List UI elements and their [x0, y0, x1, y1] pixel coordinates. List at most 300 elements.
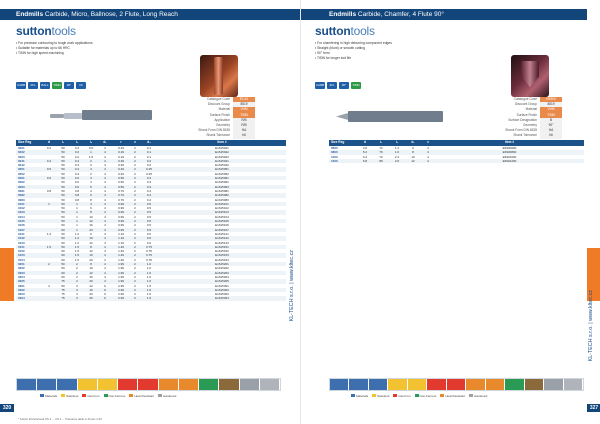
right-table-cell: 4 [427, 154, 429, 159]
left-table-cell: 0.6 [74, 184, 80, 189]
left-table-cell: 0.99 [118, 219, 124, 224]
right-table-cell: 6 [412, 146, 414, 150]
left-material-grid [16, 378, 281, 391]
left-material-swatch [17, 379, 37, 390]
left-table-cell: 50 [61, 188, 65, 193]
left-table-cell: 0082 [18, 193, 25, 198]
left-table-cell: 0.8 [74, 193, 80, 198]
left-table-cell: 0.39 [118, 158, 124, 163]
left-table-cell: 0.5 [146, 210, 152, 215]
left-table-cell: 2 [134, 279, 136, 284]
left-table-cell: 2 [134, 180, 136, 185]
left-legend-label: Materials [45, 394, 58, 398]
left-col-header: z [134, 140, 136, 144]
left-table-cell: 4 [104, 253, 106, 258]
right-table-row [329, 159, 584, 163]
left-table-cell: 4 [90, 167, 92, 172]
left-table-cell: 1.5 [88, 154, 94, 159]
left-table-cell: 0.19 [118, 150, 124, 155]
left-table-cell: E1615051 [215, 167, 229, 172]
left-spec-row [172, 133, 255, 138]
right-spec-value: B [540, 118, 562, 123]
left-table-cell: 2 [134, 249, 136, 254]
left-table-cell: 4 [104, 214, 106, 219]
left-table-cell: 4 [104, 197, 106, 202]
left-table-cell: 0.25 [146, 171, 152, 176]
left-table-cell: 0.99 [118, 223, 124, 228]
right-table-cell: 6.8 [362, 158, 368, 163]
left-table-cell: E1615151 [215, 244, 229, 249]
left-header-title: Endmills [16, 11, 44, 18]
left-table-cell: 2 [134, 193, 136, 198]
chamfer-tool-photo [511, 55, 549, 97]
right-brand-logo: suttontools [315, 24, 375, 38]
left-table-cell: 1.49 [118, 249, 124, 254]
left-table-cell: 2 [76, 274, 78, 279]
left-legend-swatch [40, 394, 44, 397]
left-table-cell: 2 [134, 270, 136, 275]
left-table-cell: 2 [134, 253, 136, 258]
left-legend-item [82, 394, 99, 398]
left-table-cell: 2 [134, 184, 136, 189]
left-table-cell: 0.79 [118, 193, 124, 198]
left-table-cell: 1.5 [146, 287, 152, 292]
coating-icon: TiSiN [53, 83, 61, 87]
right-legend-label: Materials [356, 394, 369, 398]
left-spec-table [172, 97, 255, 139]
right-table-cell: 10 [411, 154, 415, 159]
right-spec-value: 8519 [540, 102, 562, 107]
left-table-cell: 0.5 [46, 167, 52, 172]
left-table-cell: E1615023 [215, 154, 229, 159]
left-table-cell: 50 [61, 197, 65, 202]
left-table-cell: 2 [134, 262, 136, 267]
left-table-cell: 0.4 [74, 163, 80, 168]
right-table-cell: 1.2 [394, 146, 400, 150]
left-table-cell: 50 [61, 154, 65, 159]
left-table-cell: 0.5 [146, 219, 152, 224]
right-spec-key: Geometry [523, 123, 537, 128]
left-table-cell: 4 [104, 219, 106, 224]
left-table-cell: 4 [90, 180, 92, 185]
right-table-cell: 2.6 [394, 158, 400, 163]
right-spec-value: E6900 [540, 97, 562, 102]
left-table-cell: 0.4 [146, 197, 152, 202]
right-icon-row [315, 82, 361, 89]
right-legend-swatch [440, 394, 444, 397]
left-table-cell: E1615021 [215, 146, 229, 150]
left-legend-label: Non-Ferrous [108, 394, 126, 398]
left-legend-swatch [82, 394, 86, 397]
left-table-cell: 2 [134, 158, 136, 163]
right-table-cell: 4 [427, 150, 429, 155]
right-table-cell: 1000 [331, 154, 338, 159]
left-table-cell: 5 [90, 184, 92, 189]
left-material-swatch [138, 379, 158, 390]
left-table-cell: E1615041 [215, 158, 229, 163]
left-material-swatch [118, 379, 138, 390]
left-legend-label: Stainless [66, 394, 79, 398]
left-legend-item [158, 394, 176, 398]
left-material-swatch [199, 379, 219, 390]
left-table-cell: 0.99 [118, 214, 124, 219]
left-table-cell: E1615202 [215, 266, 229, 271]
left-table-cell: 3 [48, 283, 50, 288]
right-material-grid [329, 378, 584, 391]
left-legend [40, 394, 176, 398]
right-table-cell: 76 [379, 150, 383, 155]
right-header-subtitle: Carbide, Chamfer, 4 Flute 90° [357, 11, 444, 18]
left-table-cell: 0.8 [74, 197, 80, 202]
left-table-cell: E1615153 [215, 253, 229, 258]
left-table-cell: 50 [61, 231, 65, 236]
left-legend-swatch [129, 394, 133, 397]
left-table-cell: 4 [104, 193, 106, 198]
left-table-cell: 1.19 [118, 240, 124, 245]
right-table-cell: E6900600 [502, 146, 517, 150]
left-table-cell: 2 [134, 266, 136, 271]
coating-icon: TiSiN [352, 83, 360, 87]
left-table-cell: 12 [89, 219, 93, 224]
right-page-number: 327 [587, 404, 600, 412]
left-table-cell: 16 [89, 274, 93, 279]
left-table-cell: 25 [89, 296, 93, 301]
right-legend-label: Non-Ferrous [419, 394, 437, 398]
left-table-cell: 0063 [18, 184, 25, 189]
helix-icon: 30° [64, 82, 74, 89]
left-table-cell: 1.99 [118, 270, 124, 275]
left-spec-value: h6 [233, 133, 255, 138]
left-table-cell: 60 [61, 270, 65, 275]
left-table-cell: 2 [134, 146, 136, 150]
left-legend-label: Cast Iron [87, 394, 100, 398]
left-table-cell: 1.0 [146, 270, 152, 275]
left-table-cell: 1.2 [74, 236, 80, 241]
ballnose-icon: BALL [41, 83, 49, 87]
left-table-cell: 0304 [18, 296, 25, 301]
left-table-cell: 1.0 [146, 266, 152, 271]
left-table-cell: 0.19 [118, 154, 124, 159]
left-table-cell: 0.2 [46, 146, 52, 150]
left-table-cell: 4 [104, 231, 106, 236]
left-table-cell: 4 [104, 163, 106, 168]
left-table-cell: 50 [61, 193, 65, 198]
left-table-cell: 0.3 [146, 180, 152, 185]
left-table-cell: 0302 [18, 287, 25, 292]
left-table-cell: 0061 [18, 176, 25, 181]
left-table-cell: 2 [134, 283, 136, 288]
left-table-cell: 0.75 [146, 249, 152, 254]
left-table-cell: 4 [104, 240, 106, 245]
right-table-cell: 2.3 [394, 154, 400, 159]
left-table-cell: 0.99 [118, 201, 124, 206]
left-table-cell: E1615204 [215, 274, 229, 279]
right-table-cell: E6901000 [502, 154, 517, 159]
left-spec-value: 8519 [233, 102, 255, 107]
right-table-cell: 6.4 [362, 154, 368, 159]
left-table-cell: 0041 [18, 158, 25, 163]
left-col-header: l₂ [75, 140, 79, 144]
left-table-cell: 4 [104, 180, 106, 185]
left-table-cell: 4 [104, 210, 106, 215]
left-table-cell: 3 [90, 176, 92, 181]
left-table-cell: E1615061 [215, 176, 229, 181]
left-table-cell: 10 [89, 214, 93, 219]
carbide-icon: CARB [315, 83, 325, 87]
left-table-cell: 50 [61, 219, 65, 224]
left-table-cell: 0.4 [74, 158, 80, 163]
left-table-cell: 10 [89, 236, 93, 241]
right-legend-item [372, 394, 389, 398]
left-col-header: Size Reg [18, 140, 32, 144]
left-table-cell: 50 [61, 176, 65, 181]
left-spec-key: Shank Form DIN 6535 [198, 128, 230, 133]
left-table-cell: 0042 [18, 163, 25, 168]
right-spec-value: TiSiN [540, 113, 562, 118]
right-material-swatch [447, 379, 466, 390]
left-spec-key: Application [214, 117, 230, 122]
left-table-cell: 2 [134, 292, 136, 297]
left-table-cell: 16 [89, 253, 93, 258]
left-table-cell: 2 [134, 214, 136, 219]
left-table-cell: 50 [61, 158, 65, 163]
left-material-swatch [240, 379, 260, 390]
left-table-cell: 20 [89, 257, 93, 262]
right-table-cell: 72 [379, 154, 383, 159]
left-material-swatch [98, 379, 118, 390]
left-legend-swatch [158, 394, 162, 397]
right-legend-item [469, 394, 487, 398]
left-legend-swatch [104, 394, 108, 397]
left-table-cell: E1615102 [215, 206, 229, 211]
right-page [300, 0, 600, 424]
four-flute-icon: 4FL [327, 82, 337, 89]
left-feature-0: • For precision contouring to tough work applications [16, 41, 93, 45]
right-legend-item [415, 394, 437, 398]
right-legend-swatch [351, 394, 355, 397]
left-table-cell: 0.6 [146, 240, 152, 245]
left-table-cell: E1615203 [215, 270, 229, 275]
left-table-cell: E1615121 [215, 231, 229, 236]
left-table-cell: 2 [134, 274, 136, 279]
left-spec-key: Catalogue Code [206, 97, 230, 101]
left-table-cell: 2 [134, 171, 136, 176]
right-table-cell: 3.6 [362, 146, 368, 150]
right-material-swatch [388, 379, 407, 390]
left-table-cell: 50 [61, 262, 65, 267]
left-table-cell: 0.99 [118, 227, 124, 232]
left-table-cell: 0105 [18, 219, 25, 224]
left-table-cell: 3 [76, 292, 78, 297]
left-spec-key: Shank Tolerance [206, 133, 230, 138]
left-table-cell: 0081 [18, 188, 25, 193]
left-table-cell: 60 [61, 257, 65, 262]
left-table-cell: 0106 [18, 223, 25, 228]
chamfer-icon: 90° [339, 82, 349, 89]
right-spec-value: VHM [540, 107, 562, 112]
left-table-cell: 1 [76, 206, 78, 211]
left-table-cell: 0023 [18, 154, 25, 159]
right-spec-key: Shank Form DIN 6535 [505, 128, 537, 133]
left-table-cell: 3 [90, 163, 92, 168]
left-table-cell: 1.5 [74, 249, 80, 254]
left-table-cell: 16 [89, 223, 93, 228]
left-brand-logo: suttontools [16, 24, 76, 38]
left-table-cell: 4 [104, 150, 106, 155]
left-table-cell: 2.99 [118, 296, 124, 301]
right-col-header: Size Reg [331, 140, 345, 144]
left-material-swatch [37, 379, 57, 390]
right-header [301, 9, 587, 20]
left-table-cell: 20 [89, 279, 93, 284]
left-table-cell: 0.39 [118, 163, 124, 168]
right-legend-label: Stainless [377, 394, 390, 398]
left-table-cell: 50 [61, 240, 65, 245]
right-legend-item [440, 394, 465, 398]
left-header [0, 9, 300, 20]
left-table-cell: 2 [134, 236, 136, 241]
left-table-cell: 4 [104, 167, 106, 172]
left-table-cell: 2.99 [118, 292, 124, 297]
left-table-cell: 0103 [18, 210, 25, 215]
left-table-cell: E1615205 [215, 279, 229, 284]
left-table-cell: 50 [61, 266, 65, 271]
left-table-cell: 0.25 [146, 167, 152, 172]
left-table-cell: 2 [134, 244, 136, 249]
right-spec-key: Catalogue Code [513, 97, 537, 101]
right-legend-swatch [393, 394, 397, 397]
left-table-cell: 0.6 [46, 176, 52, 181]
ballnose-tool-photo [200, 55, 238, 97]
left-table-cell: 1.19 [118, 231, 124, 236]
left-table-cell: 1.99 [118, 266, 124, 271]
left-table-cell: 2 [134, 167, 136, 172]
left-table-cell: E1615081 [215, 188, 229, 193]
left-table-cell: 1 [76, 223, 78, 228]
left-table-cell: 2 [134, 227, 136, 232]
right-legend-item [351, 394, 368, 398]
left-section-tab [0, 248, 14, 301]
left-table-cell: 0.8 [46, 188, 52, 193]
left-table-cell: 0152 [18, 249, 25, 254]
right-legend [351, 394, 487, 398]
right-feature-0: • For chamfering in high deburring component edges [315, 41, 392, 45]
right-legend-item [393, 394, 410, 398]
left-table-cell: E1615104 [215, 214, 229, 219]
left-col-header: Item # [217, 140, 227, 144]
left-table-cell: 4 [104, 236, 106, 241]
left-table-cell: 0.5 [146, 201, 152, 206]
left-table-cell: 4 [104, 249, 106, 254]
left-table-cell: 8 [90, 244, 92, 249]
left-table-cell: 0.75 [146, 257, 152, 262]
left-table-cell: 0083 [18, 197, 25, 202]
left-table-cell: 2 [134, 219, 136, 224]
left-material-swatch [57, 379, 77, 390]
left-page-number: 320 [0, 404, 14, 412]
left-table-cell: 4 [104, 206, 106, 211]
right-table-cell: 1.6 [394, 150, 400, 155]
left-table-cell: 2 [134, 206, 136, 211]
left-table-cell: 0202 [18, 266, 25, 271]
right-legend-swatch [469, 394, 473, 397]
right-material-swatch [466, 379, 485, 390]
left-table-cell: 0.99 [118, 206, 124, 211]
left-table-cell: 2 [76, 270, 78, 275]
left-table-cell: 0102 [18, 206, 25, 211]
left-table-cell: 2 [134, 210, 136, 215]
left-table-cell: 0.4 [146, 193, 152, 198]
left-table-cell: 4 [104, 184, 106, 189]
left-table-cell: 1.2 [74, 231, 80, 236]
right-legend-label: Hardened [474, 394, 488, 398]
left-table-cell: 6 [104, 287, 106, 292]
right-table-cell: 1200 [331, 158, 338, 163]
left-material-swatch [78, 379, 98, 390]
left-table-cell: 75 [61, 279, 65, 284]
right-spec-key: Surface Designation [508, 117, 537, 122]
left-table-cell: 0.1 [146, 154, 152, 159]
left-table-cell: 1.49 [118, 257, 124, 262]
left-table-cell: 4 [90, 201, 92, 206]
left-table-cell: 8 [90, 262, 92, 267]
left-table-cell: E1615122 [215, 236, 229, 241]
left-table-cell: 2 [48, 262, 50, 267]
left-table-cell: 0.4 [74, 167, 80, 172]
left-spec-key: Material [218, 107, 230, 112]
left-table-cell: 0062 [18, 180, 25, 185]
right-table-cell: 89 [379, 158, 383, 163]
left-table-cell: 2 [90, 171, 92, 176]
left-table-cell: 4 [104, 227, 106, 232]
left-table [16, 146, 286, 301]
left-table-cell: 1.99 [118, 262, 124, 267]
left-table-cell: 3 [76, 287, 78, 292]
left-table-cell: 4 [104, 257, 106, 262]
right-table-cell: 0600 [331, 146, 338, 150]
left-table-cell: 0.8 [74, 188, 80, 193]
right-material-swatch [369, 379, 388, 390]
left-table-cell: 50 [61, 223, 65, 228]
left-table-cell: 0.2 [146, 163, 152, 168]
left-table-cell: 0154 [18, 257, 25, 262]
left-table-cell: 8 [90, 197, 92, 202]
right-spec-key: Surface Finish [516, 112, 537, 117]
right-table-cell: E6901200 [502, 158, 517, 163]
left-legend-item [104, 394, 126, 398]
left-table-cell: 0.3 [146, 184, 152, 189]
left-table-cell: E1615101 [215, 201, 229, 206]
left-spec-key: Surface Finish [209, 112, 230, 117]
left-col-header: l₃ [89, 140, 93, 144]
left-spec-value: R/B [233, 123, 255, 128]
left-table-cell: 0.1 [146, 146, 152, 150]
left-table-cell: 1.99 [118, 279, 124, 284]
left-spec-value: TiSiN [233, 113, 255, 118]
left-table-cell: 0204 [18, 274, 25, 279]
left-legend-item [40, 394, 57, 398]
left-table-cell: 0.49 [118, 171, 124, 176]
right-col-header: d₁ [411, 140, 415, 144]
left-table-cell: 2 [134, 231, 136, 236]
left-table-cell: E1615103 [215, 210, 229, 215]
left-table-cell: 12 [89, 283, 93, 288]
left-header-subtitle: Carbide, Micro, Ballnose, 2 Flute, Long Reach [44, 11, 178, 18]
left-table-cell: 0104 [18, 214, 25, 219]
left-table-cell: 0.2 [146, 158, 152, 163]
left-table-cell: 75 [61, 292, 65, 297]
right-material-swatch [408, 379, 427, 390]
